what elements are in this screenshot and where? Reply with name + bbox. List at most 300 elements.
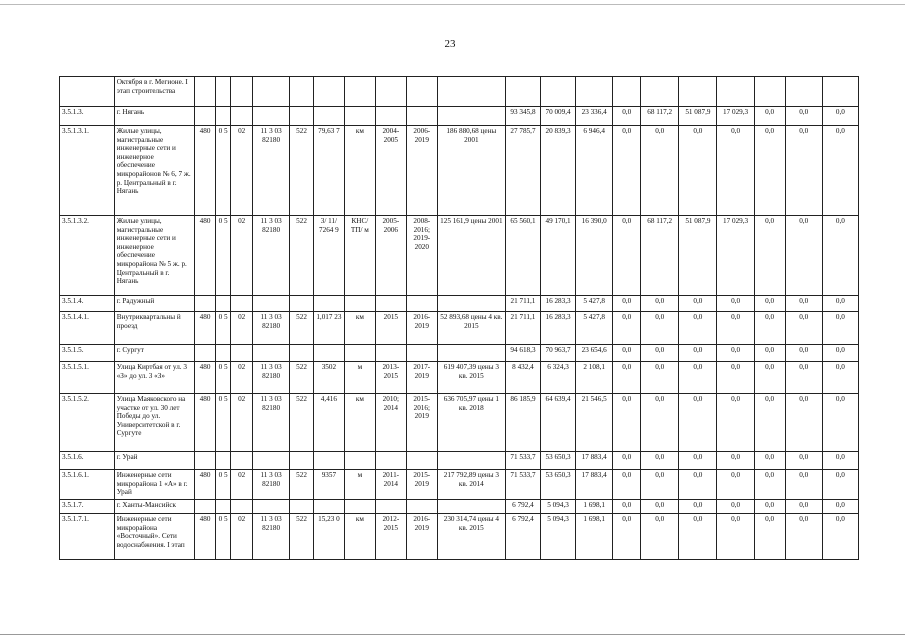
row-attr-cell-e: 522 [290,470,314,500]
row-attr-cell-e [290,77,314,107]
value-total-cell: 6 792,4 [505,514,540,560]
value-year-cell: 0,0 [641,500,679,514]
value-total-cell: 65 560,1 [505,216,540,296]
value-year-cell: 0,0 [754,216,785,296]
row-attr-cell-a [195,296,216,312]
row-attr-cell-i [406,296,437,312]
row-attr-cell-d [253,107,290,126]
top-rule [0,4,905,5]
row-code-cell: 3.5.1.4.1. [60,312,115,345]
value-region-cell: 53 650,3 [541,470,576,500]
value-year-cell: 0,0 [785,216,822,296]
value-year-cell: 0,0 [613,345,641,362]
value-year-cell: 0,0 [613,312,641,345]
value-year-cell: 0,0 [822,514,858,560]
value-year-cell: 0,0 [822,362,858,394]
value-year-cell: 0,0 [754,500,785,514]
value-year-cell: 0,0 [679,514,717,560]
row-attr-cell-c: 02 [231,216,253,296]
value-year-cell: 0,0 [613,216,641,296]
row-attr-cell-d [253,296,290,312]
value-year-cell: 0,0 [641,514,679,560]
value-year-cell: 0,0 [785,452,822,470]
row-attr-cell-c: 02 [231,470,253,500]
value-year-cell [641,77,679,107]
row-attr-cell-g: КНС/ ТП/ м [344,216,375,296]
value-year-cell: 0,0 [754,126,785,216]
value-year-cell: 0,0 [754,394,785,452]
value-total-cell: 6 792,4 [505,500,540,514]
value-year-cell [613,77,641,107]
row-attr-cell-i: 2015-2019 [406,470,437,500]
row-attr-cell-d: 11 3 03 82180 [253,312,290,345]
row-attr-cell-f: 3502 [313,362,344,394]
value-local-cell: 23 654,6 [576,345,613,362]
row-code-cell: 3.5.1.6.1. [60,470,115,500]
value-year-cell: 0,0 [754,514,785,560]
value-year-cell: 0,0 [754,312,785,345]
value-year-cell: 0,0 [785,500,822,514]
row-attr-cell-b: 0 5 [215,312,230,345]
row-attr-cell-h: 2010; 2014 [375,394,406,452]
value-year-cell: 0,0 [754,345,785,362]
row-attr-cell-a: 480 [195,126,216,216]
row-attr-cell-h [375,500,406,514]
value-year-cell [717,77,754,107]
row-attr-cell-f [313,345,344,362]
row-attr-cell-h [375,452,406,470]
value-year-cell: 0,0 [641,452,679,470]
value-year-cell: 0,0 [613,296,641,312]
value-year-cell [754,77,785,107]
value-year-cell: 0,0 [613,362,641,394]
row-attr-cell-b: 0 5 [215,470,230,500]
value-total-cell: 93 345,8 [505,107,540,126]
row-attr-cell-b [215,77,230,107]
row-attr-cell-e [290,296,314,312]
row-attr-cell-d: 11 3 03 82180 [253,470,290,500]
row-attr-cell-f: 1,017 23 [313,312,344,345]
row-attr-cell-a [195,452,216,470]
row-name-cell: Жилые улицы, магистральные инженерные сети и инженерное обеспечение микрорайона № 5 ж. р. Центральный в г. Нягань [114,216,195,296]
value-year-cell: 0,0 [785,345,822,362]
row-attr-cell-i: 2015-2016; 2019 [406,394,437,452]
value-local-cell: 1 698,1 [576,514,613,560]
row-attr-cell-f: 79,63 7 [313,126,344,216]
value-year-cell: 0,0 [754,452,785,470]
value-region-cell: 64 639,4 [541,394,576,452]
row-attr-cell-c: 02 [231,394,253,452]
value-year-cell: 51 087,9 [679,216,717,296]
row-attr-cell-c: 02 [231,514,253,560]
row-attr-cell-b: 0 5 [215,126,230,216]
row-attr-cell-f: 9357 [313,470,344,500]
row-attr-cell-h: 2005-2006 [375,216,406,296]
value-year-cell: 0,0 [785,470,822,500]
value-total-cell: 86 185,9 [505,394,540,452]
value-total-cell: 71 533,7 [505,452,540,470]
row-attr-cell-e: 522 [290,216,314,296]
value-total-cell [505,77,540,107]
row-attr-cell-i: 2016-2019 [406,514,437,560]
row-name-cell: г. Сургут [114,345,195,362]
row-attr-cell-b [215,452,230,470]
row-attr-cell-b [215,345,230,362]
row-attr-cell-c [231,107,253,126]
value-year-cell: 0,0 [613,107,641,126]
table-row [60,312,859,345]
value-local-cell: 17 883,4 [576,452,613,470]
row-attr-cell-d: 11 3 03 82180 [253,514,290,560]
table-row [60,362,859,394]
row-attr-cell-b [215,107,230,126]
row-attr-cell-e [290,500,314,514]
value-local-cell: 1 698,1 [576,500,613,514]
value-year-cell: 0,0 [785,126,822,216]
value-year-cell: 0,0 [754,470,785,500]
row-attr-cell-b [215,500,230,514]
row-attr-cell-i [406,77,437,107]
value-year-cell: 0,0 [613,126,641,216]
row-attr-cell-e: 522 [290,362,314,394]
row-name-cell: Улица Киртбая от ул. 3 «З» до ул. 3 «З» [114,362,195,394]
row-attr-cell-g: м [344,470,375,500]
row-attr-cell-i: 2006-2019 [406,126,437,216]
value-year-cell: 0,0 [717,296,754,312]
row-attr-cell-j: 636 705,97 цены 1 кв. 2018 [437,394,505,452]
value-year-cell: 0,0 [641,362,679,394]
value-year-cell: 0,0 [717,362,754,394]
value-local-cell: 5 427,8 [576,312,613,345]
table-row [60,345,859,362]
value-year-cell: 0,0 [754,362,785,394]
row-attr-cell-i [406,107,437,126]
value-region-cell: 49 170,1 [541,216,576,296]
row-code-cell: 3.5.1.3. [60,107,115,126]
row-name-cell: Инженерные сети микрорайона «Восточный». Сети водоснабжения. I этап [114,514,195,560]
row-attr-cell-j: 217 792,89 цены 3 кв. 2014 [437,470,505,500]
row-name-cell: Инженерные сети микрорайона 1 «А» в г. Урай [114,470,195,500]
row-attr-cell-a: 480 [195,362,216,394]
value-year-cell: 0,0 [822,126,858,216]
row-attr-cell-f [313,107,344,126]
program-table [59,76,859,560]
row-attr-cell-g [344,452,375,470]
value-year-cell: 0,0 [785,514,822,560]
row-attr-cell-c: 02 [231,362,253,394]
row-attr-cell-h: 2015 [375,312,406,345]
value-local-cell: 23 336,4 [576,107,613,126]
row-attr-cell-f [313,77,344,107]
value-total-cell: 21 711,1 [505,296,540,312]
row-attr-cell-j: 230 314,74 цены 4 кв. 2015 [437,514,505,560]
row-attr-cell-f [313,500,344,514]
row-attr-cell-d: 11 3 03 82180 [253,362,290,394]
page-number: 23 [444,38,456,50]
row-code-cell: 3.5.1.4. [60,296,115,312]
value-total-cell: 21 711,1 [505,312,540,345]
value-year-cell [822,77,858,107]
value-local-cell: 21 546,5 [576,394,613,452]
row-attr-cell-j [437,500,505,514]
row-code-cell: 3.5.1.5.1. [60,362,115,394]
value-year-cell: 0,0 [822,345,858,362]
value-local-cell: 16 390,0 [576,216,613,296]
row-attr-cell-e: 522 [290,312,314,345]
row-code-cell: 3.5.1.3.1. [60,126,115,216]
row-attr-cell-e: 522 [290,514,314,560]
row-attr-cell-f: 3/ 11/ 7264 9 [313,216,344,296]
value-year-cell: 0,0 [822,470,858,500]
value-year-cell: 0,0 [717,345,754,362]
value-year-cell: 0,0 [679,296,717,312]
row-attr-cell-h [375,107,406,126]
row-attr-cell-g [344,296,375,312]
value-region-cell: 70 963,7 [541,345,576,362]
table-row [60,77,859,107]
value-year-cell: 0,0 [785,312,822,345]
row-attr-cell-h: 2012-2015 [375,514,406,560]
row-attr-cell-i: 2017-2019 [406,362,437,394]
value-year-cell: 0,0 [679,312,717,345]
value-year-cell: 0,0 [785,394,822,452]
value-year-cell: 68 117,2 [641,107,679,126]
value-year-cell: 0,0 [679,500,717,514]
value-year-cell: 0,0 [785,107,822,126]
value-year-cell: 0,0 [785,362,822,394]
row-attr-cell-f [313,296,344,312]
row-attr-cell-a [195,77,216,107]
value-year-cell: 0,0 [679,470,717,500]
table-body [60,77,859,560]
value-year-cell: 0,0 [717,514,754,560]
row-attr-cell-c [231,296,253,312]
table-row [60,216,859,296]
value-year-cell: 17 029,3 [717,216,754,296]
row-attr-cell-c [231,500,253,514]
value-year-cell [785,77,822,107]
row-code-cell: 3.5.1.3.2. [60,216,115,296]
row-attr-cell-a: 480 [195,470,216,500]
value-year-cell [679,77,717,107]
row-name-cell: Жилые улицы, магистральные инженерные сети и инженерное обеспечение микрорайонов № 6, 7 ж. р. Центральный в г. Нягань [114,126,195,216]
value-year-cell: 0,0 [717,126,754,216]
value-total-cell: 94 618,3 [505,345,540,362]
row-attr-cell-a [195,107,216,126]
row-attr-cell-c: 02 [231,312,253,345]
table-row [60,296,859,312]
row-attr-cell-a [195,500,216,514]
value-local-cell: 17 883,4 [576,470,613,500]
bottom-rule [0,634,905,635]
row-attr-cell-c: 02 [231,126,253,216]
row-attr-cell-d: 11 3 03 82180 [253,394,290,452]
value-year-cell: 0,0 [717,470,754,500]
value-year-cell: 0,0 [822,394,858,452]
row-attr-cell-j [437,452,505,470]
value-year-cell: 0,0 [717,394,754,452]
row-name-cell: г. Нягань [114,107,195,126]
row-attr-cell-h: 2004-2005 [375,126,406,216]
row-name-cell: г. Ханты-Мансийск [114,500,195,514]
value-year-cell: 0,0 [822,107,858,126]
row-attr-cell-j [437,345,505,362]
row-attr-cell-i: 2016-2019 [406,312,437,345]
row-code-cell: 3.5.1.6. [60,452,115,470]
value-local-cell [576,77,613,107]
row-attr-cell-h [375,77,406,107]
row-attr-cell-g: км [344,514,375,560]
table-row [60,107,859,126]
value-year-cell: 0,0 [717,500,754,514]
value-region-cell: 5 094,3 [541,500,576,514]
row-attr-cell-h: 2013-2015 [375,362,406,394]
row-attr-cell-a: 480 [195,514,216,560]
row-attr-cell-g: км [344,312,375,345]
value-year-cell: 0,0 [822,296,858,312]
row-attr-cell-e [290,107,314,126]
row-attr-cell-g [344,107,375,126]
row-attr-cell-b: 0 5 [215,514,230,560]
row-attr-cell-g: м [344,362,375,394]
row-attr-cell-g: км [344,394,375,452]
row-name-cell: Внутриквартальны й проезд [114,312,195,345]
row-attr-cell-j: 52 893,68 цены 4 кв. 2015 [437,312,505,345]
row-code-cell: 3.5.1.5.2. [60,394,115,452]
value-local-cell: 2 108,1 [576,362,613,394]
value-year-cell: 0,0 [641,296,679,312]
value-year-cell: 51 087,9 [679,107,717,126]
value-year-cell: 0,0 [822,452,858,470]
row-attr-cell-a [195,345,216,362]
table-row [60,452,859,470]
value-year-cell: 0,0 [641,394,679,452]
value-year-cell: 0,0 [717,452,754,470]
row-attr-cell-a: 480 [195,312,216,345]
value-region-cell: 20 839,3 [541,126,576,216]
table-row [60,126,859,216]
row-name-cell: г. Радужный [114,296,195,312]
row-attr-cell-d: 11 3 03 82180 [253,216,290,296]
row-attr-cell-j [437,77,505,107]
row-attr-cell-b: 0 5 [215,216,230,296]
row-code-cell: 3.5.1.7. [60,500,115,514]
table-row [60,470,859,500]
value-year-cell: 0,0 [822,216,858,296]
value-region-cell: 16 283,3 [541,312,576,345]
value-year-cell: 0,0 [641,126,679,216]
row-attr-cell-g [344,77,375,107]
value-region-cell [541,77,576,107]
row-attr-cell-c [231,345,253,362]
value-total-cell: 27 785,7 [505,126,540,216]
table-row [60,500,859,514]
row-attr-cell-j: 186 880,68 цены 2001 [437,126,505,216]
row-attr-cell-j [437,296,505,312]
value-year-cell: 0,0 [754,107,785,126]
value-year-cell: 0,0 [679,362,717,394]
value-region-cell: 6 324,3 [541,362,576,394]
row-attr-cell-b: 0 5 [215,362,230,394]
value-year-cell: 0,0 [613,452,641,470]
row-attr-cell-f: 15,23 0 [313,514,344,560]
row-attr-cell-f [313,452,344,470]
row-attr-cell-d [253,452,290,470]
value-total-cell: 8 432,4 [505,362,540,394]
row-attr-cell-g [344,500,375,514]
value-year-cell: 0,0 [822,312,858,345]
value-year-cell: 0,0 [679,452,717,470]
row-code-cell [60,77,115,107]
row-attr-cell-i: 2008-2016; 2019-2020 [406,216,437,296]
value-local-cell: 6 946,4 [576,126,613,216]
value-year-cell: 0,0 [785,296,822,312]
value-year-cell: 0,0 [613,500,641,514]
row-name-cell: Октября в г. Мегионе. I этап строительства [114,77,195,107]
row-attr-cell-j: 125 161,9 цены 2001 [437,216,505,296]
row-attr-cell-d [253,500,290,514]
row-code-cell: 3.5.1.7.1. [60,514,115,560]
value-year-cell: 17 029,3 [717,107,754,126]
value-year-cell: 0,0 [613,470,641,500]
row-attr-cell-c [231,452,253,470]
row-attr-cell-a: 480 [195,216,216,296]
value-year-cell: 0,0 [613,514,641,560]
row-attr-cell-b [215,296,230,312]
row-attr-cell-i [406,500,437,514]
value-year-cell: 68 117,2 [641,216,679,296]
row-attr-cell-e [290,452,314,470]
value-year-cell: 0,0 [717,312,754,345]
row-attr-cell-h [375,296,406,312]
value-year-cell: 0,0 [679,394,717,452]
value-year-cell: 0,0 [822,500,858,514]
row-attr-cell-i [406,345,437,362]
row-attr-cell-d: 11 3 03 82180 [253,126,290,216]
value-total-cell: 71 533,7 [505,470,540,500]
value-year-cell: 0,0 [641,470,679,500]
row-attr-cell-e: 522 [290,394,314,452]
table-row [60,514,859,560]
row-attr-cell-i [406,452,437,470]
value-region-cell: 70 009,4 [541,107,576,126]
row-name-cell: г. Урай [114,452,195,470]
value-year-cell: 0,0 [754,296,785,312]
table-row [60,394,859,452]
value-year-cell: 0,0 [679,345,717,362]
row-attr-cell-b: 0 5 [215,394,230,452]
row-name-cell: Улица Маяковского на участке от ул. 30 лет Победы до ул. Университетской в г. Сургуте [114,394,195,452]
value-year-cell: 0,0 [641,312,679,345]
value-year-cell: 0,0 [641,345,679,362]
row-attr-cell-f: 4,416 [313,394,344,452]
value-region-cell: 16 283,3 [541,296,576,312]
row-attr-cell-e: 522 [290,126,314,216]
value-local-cell: 5 427,8 [576,296,613,312]
value-year-cell: 0,0 [679,126,717,216]
row-attr-cell-d [253,77,290,107]
row-attr-cell-g [344,345,375,362]
row-attr-cell-d [253,345,290,362]
row-attr-cell-a: 480 [195,394,216,452]
row-attr-cell-j: 619 407,39 цены 3 кв. 2015 [437,362,505,394]
value-year-cell: 0,0 [613,394,641,452]
row-attr-cell-h: 2011-2014 [375,470,406,500]
row-attr-cell-c [231,77,253,107]
row-attr-cell-e [290,345,314,362]
row-code-cell: 3.5.1.5. [60,345,115,362]
value-region-cell: 5 094,3 [541,514,576,560]
